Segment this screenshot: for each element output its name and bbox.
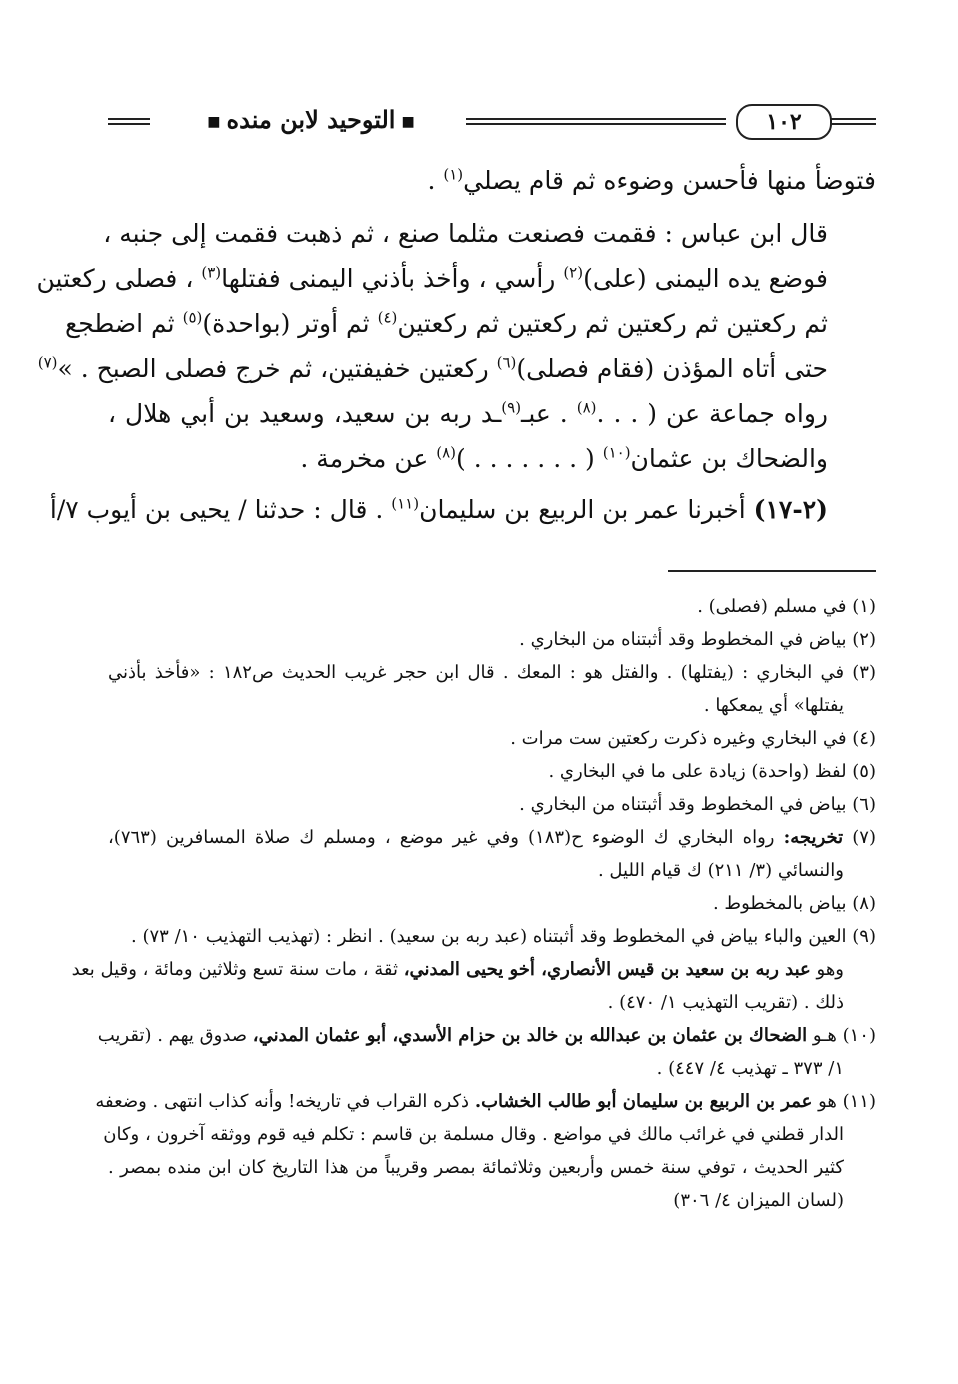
- footnote-ref: (٦): [496, 353, 517, 372]
- text-line: (٢-١٧) أخبرنا عمر بن الربيع بن سليمان$^{(١١)}$ . قال : حدثنا / يحيى بن أيوب ٧/أ: [49, 494, 828, 524]
- footnote-ref: (١١): [391, 494, 420, 513]
- footnote-ref: (٩): [501, 398, 522, 417]
- running-title: [158, 102, 464, 138]
- footnote: (١) في مسلم (فصلى) .: [697, 596, 876, 617]
- paragraph-2: [36, 211, 876, 481]
- running-header: [108, 100, 876, 144]
- footnotes: [71, 590, 876, 1217]
- footnote-ref: (٨): [576, 398, 597, 417]
- footnote-ref: (٧): [37, 353, 58, 372]
- footnote: (٤) في البخاري وغيره ذكرت ركعتين ست مرات .: [510, 728, 876, 749]
- footnote-ref: (١٠): [602, 443, 631, 462]
- running-title-text: التوحيد لابن منده: [226, 105, 396, 134]
- text-line: والضحاك بن عثمان$^{(١٠)}$ ( . . . . . . . )$^{(٨)}$ عن مخرمة .: [300, 443, 828, 473]
- text-line: قال ابن عباس : فقمت فصنعت مثلما صنع ، ثم ذهبت فقمت إلى جنبه ،: [103, 219, 828, 248]
- footnote-ref: (٨): [436, 443, 457, 462]
- footnote: (١١) هو عمر بن الربيع بن سليمان أبو طالب الخشاب. ذكره القراب في تاريخه! وأنه كذاب انتهى . وضعفه الدار قطني في غرائب مالك في مواضع . وقال مسلمة بن قاسم : تكلم فيه قوم ووثقه آخرون ، وكان كثير الحديث ، توفي سنة خمس وأربعين وثلاثمائة بمصر وقريباً من هذا التاريخ كان ابن منده بمصر . (لسان الميزان ٤/ ٣٠٦): [95, 1091, 876, 1211]
- marker-square: ■: [401, 113, 415, 130]
- text-line: ثم ركعتين ثم ركعتين ثم ركعتين ثم ركعتين$^{(٤)}$ ثم أوتر (بواحدة)$^{(٥)}$ ثم اضطجع: [64, 308, 828, 338]
- footnote: (٨) بياض بالمخطوط .: [712, 893, 876, 914]
- footnote-ref: (٤): [377, 308, 398, 327]
- header-rule-right: [826, 118, 876, 126]
- footnote-ref: (٥): [182, 308, 203, 327]
- footnote: (١٠) هـو الضحاك بن عثمان بن عبدالله بن خالد بن حزام الأسدي، أبو عثمان المدني، صدوق يهم . (تقريب ١/ ٣٧٣ ـ تهذيب ٤/ ٤٤٧) .: [97, 1025, 876, 1079]
- footnote: (٣) في البخاري : (يفتلها) . والفتل هو : المعك . قال ابن حجر غريب الحديث ص١٨٢ : «فأخذ بأذني يفتلها» أي يمعكها .: [108, 662, 876, 716]
- footnote: (٦) بياض في المخطوط وقد أثبتناه من البخاري .: [519, 794, 876, 815]
- text-line: حتى أتاه المؤذن (فقام فصلى)$^{(٦)}$ ركعتين خفيفتين، ثم خرج فصلى الصبح . »$^{(٧)}$: [37, 353, 828, 383]
- footnote: (٢) بياض في المخطوط وقد أثبتناه من البخاري .: [519, 629, 876, 650]
- text-line: رواه جماعة عن ( . . .$^{(٨)}$ . عبـ$^{(٩)}$ـد ربه بن سعيد، وسعيد بن أبي هلال ،: [108, 398, 828, 428]
- footnote: (٥) لفظ (واحدة) زيادة على ما في البخاري .: [548, 761, 876, 782]
- footnote-ref: (١): [443, 165, 464, 184]
- marker-square: ■: [207, 113, 221, 130]
- footnote: (٧) تخريجه: رواه البخاري ك الوضوء ح(١٨٣) وفي غير موضع ، ومسلم ك صلاة المسافرين (٧٦٣)، والنسائي (٣/ ٢١١) ك قيام الليل .: [108, 827, 876, 881]
- text-line: فتوضأ منها فأحسن وضوءه ثم قام يصلي$^{(١)}$ .: [427, 165, 876, 195]
- footnote-continuation: وهو عبد ربه بن سعيد بن قيس الأنصاري، أخو يحيى المدني، ثقة ، مات سنة تسع وثلاثين ومائة ، وقيل بعد ذلك . (تقريب التهذيب ١/ ٤٧٠) .: [71, 959, 844, 1013]
- footnote-separator: [668, 570, 876, 572]
- header-rule-left: [108, 118, 150, 126]
- paragraph-1: [108, 158, 876, 203]
- text-line: فوضع يده اليمنى (على)$^{(٢)}$ رأسي ، وأخذ بأذني اليمنى ففتلها$^{(٣)}$ ، فصلى ركعتين: [36, 263, 828, 293]
- footnote-ref: (٢): [563, 263, 584, 282]
- header-rule-middle: [466, 118, 726, 126]
- hadith-number: (٢-١٧): [753, 495, 828, 524]
- main-text: [36, 158, 876, 532]
- page-number: ١٠٢: [736, 104, 832, 140]
- footnote: (٩) العين والباء بياض في المخطوط وقد أثبتناه (عبد ربه بن سعيد) . انظر : (تهذيب التهذيب ١٠/ ٧٣) .: [131, 926, 876, 947]
- footnote-ref: (٣): [201, 263, 222, 282]
- paragraph-3: [49, 487, 876, 532]
